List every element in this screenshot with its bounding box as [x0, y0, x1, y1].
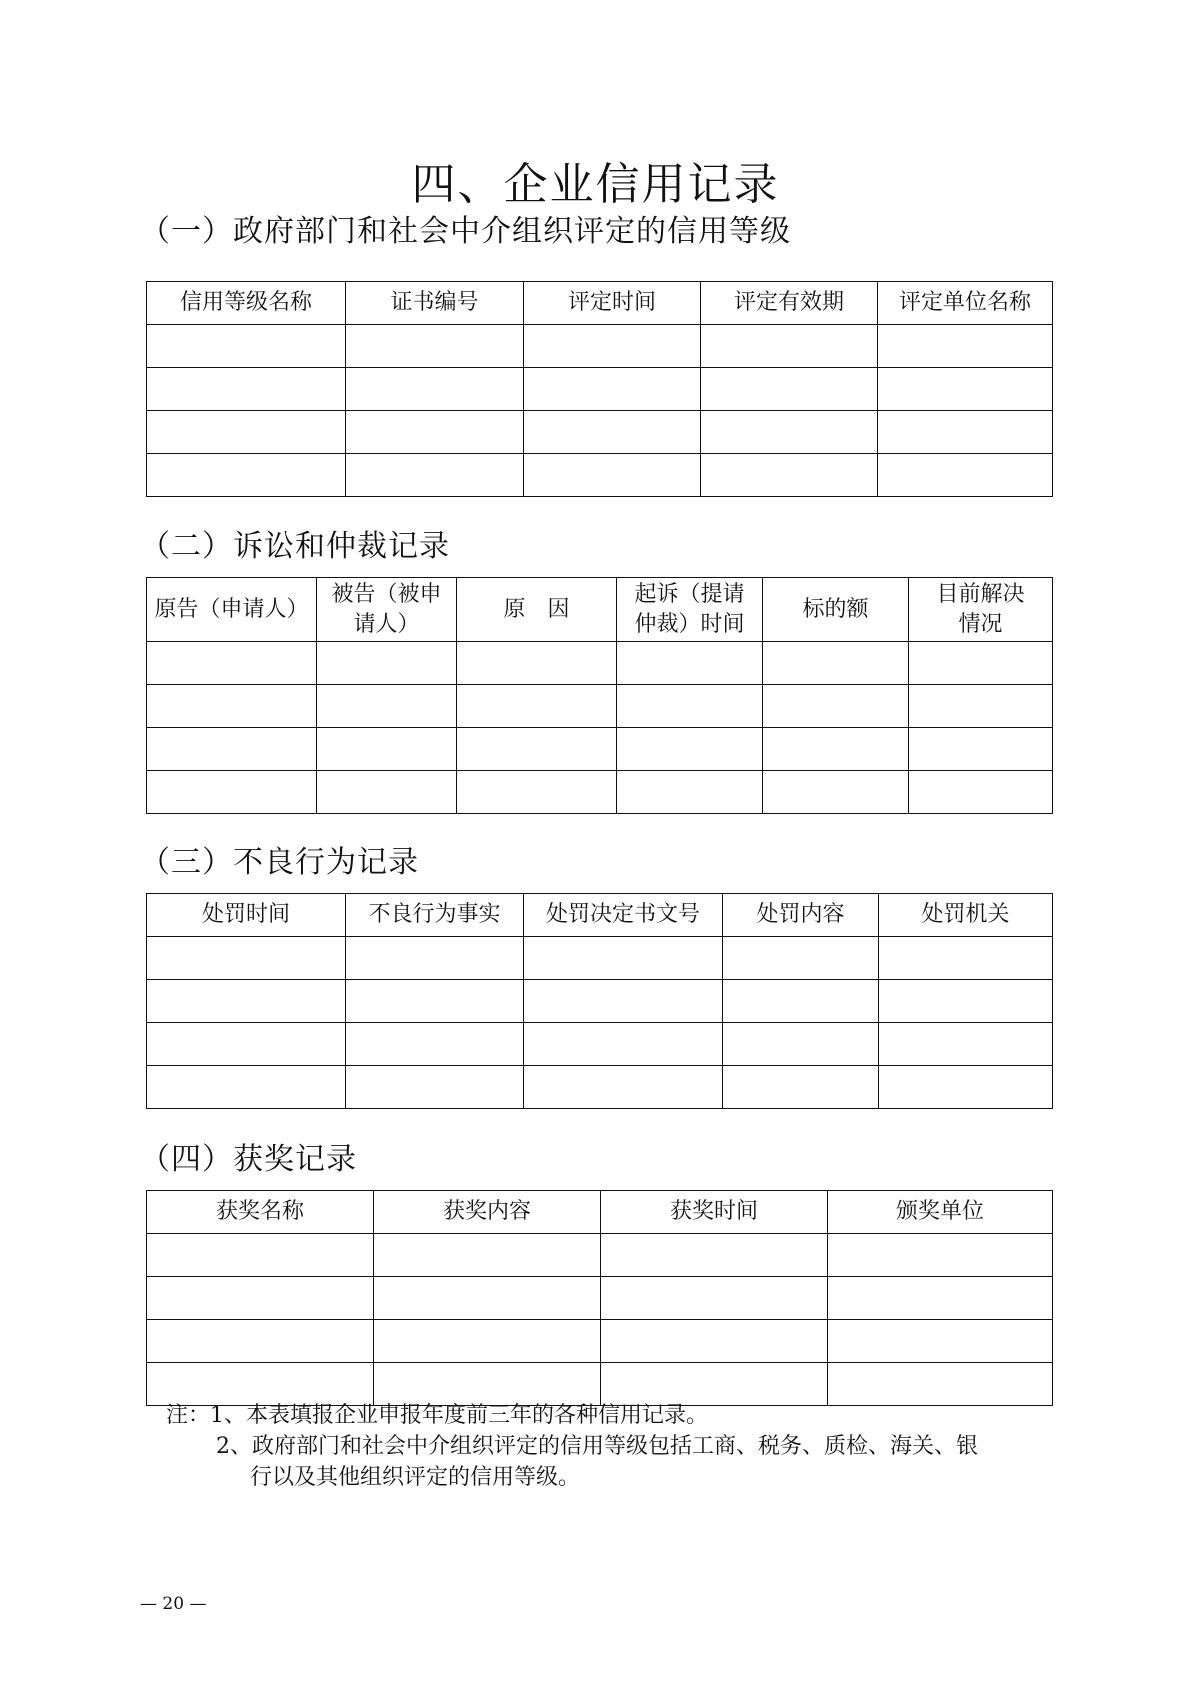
- table-cell[interactable]: [147, 1066, 346, 1109]
- table-cell[interactable]: [617, 771, 763, 814]
- misconduct-table: [146, 893, 1053, 1109]
- awards-table: [146, 1190, 1053, 1406]
- table-cell[interactable]: [524, 1023, 723, 1066]
- table-row: [147, 1277, 1053, 1320]
- table-cell[interactable]: [879, 980, 1053, 1023]
- column-header: 评定单位名称: [878, 282, 1053, 325]
- column-header: 处罚决定书文号: [524, 894, 723, 937]
- table-row: [147, 685, 1053, 728]
- table-header-row: [147, 894, 1053, 937]
- table-cell[interactable]: [457, 728, 617, 771]
- column-header: 证书编号: [346, 282, 524, 325]
- table-row: [147, 368, 1053, 411]
- page-number: — 20 —: [140, 1594, 207, 1614]
- table-cell[interactable]: [317, 771, 457, 814]
- table-row: [147, 642, 1053, 685]
- column-header: 获奖时间: [601, 1191, 828, 1234]
- table-cell[interactable]: [317, 685, 457, 728]
- column-header: 目前解决 情况: [909, 578, 1053, 642]
- table-cell[interactable]: [147, 325, 346, 368]
- table-cell[interactable]: [147, 411, 346, 454]
- page-title: 四、企业信用记录: [411, 159, 780, 210]
- column-header: 被告（被申 请人）: [317, 578, 457, 642]
- table-row: [147, 325, 1053, 368]
- column-header: 信用等级名称: [147, 282, 346, 325]
- table-cell[interactable]: [723, 980, 879, 1023]
- table-cell[interactable]: [601, 1234, 828, 1277]
- table-cell[interactable]: [346, 454, 524, 497]
- table-cell[interactable]: [763, 685, 909, 728]
- column-header: 起诉（提请 仲裁）时间: [617, 578, 763, 642]
- column-header: 处罚时间: [147, 894, 346, 937]
- section2-heading: （二）诉讼和仲裁记录: [140, 529, 450, 564]
- table-cell[interactable]: [878, 325, 1053, 368]
- column-header: 处罚内容: [723, 894, 879, 937]
- table-cell[interactable]: [457, 642, 617, 685]
- section3-heading: （三）不良行为记录: [140, 845, 419, 880]
- table-cell[interactable]: [346, 980, 524, 1023]
- table-cell[interactable]: [147, 980, 346, 1023]
- table-row: [147, 1234, 1053, 1277]
- table-cell[interactable]: [701, 325, 878, 368]
- column-header: 原 因: [457, 578, 617, 642]
- table-cell[interactable]: [909, 771, 1053, 814]
- table-cell[interactable]: [601, 1277, 828, 1320]
- table-cell[interactable]: [346, 1066, 524, 1109]
- table-cell[interactable]: [909, 642, 1053, 685]
- table-cell[interactable]: [909, 685, 1053, 728]
- table-cell[interactable]: [147, 1320, 374, 1363]
- table-cell[interactable]: [723, 1066, 879, 1109]
- note-2-continuation: 行以及其他组织评定的信用等级。: [250, 1465, 581, 1490]
- table-row: [147, 1320, 1053, 1363]
- table-cell[interactable]: [346, 368, 524, 411]
- note-1: 注：1、本表填报企业申报年度前三年的各种信用记录。: [166, 1403, 708, 1428]
- litigation-table: [146, 577, 1053, 814]
- table-cell[interactable]: [147, 1277, 374, 1320]
- section1-heading: （一）政府部门和社会中介组织评定的信用等级: [140, 214, 791, 249]
- table-cell[interactable]: [524, 368, 701, 411]
- table-cell[interactable]: [374, 1277, 601, 1320]
- table-cell[interactable]: [878, 454, 1053, 497]
- column-header: 标的额: [763, 578, 909, 642]
- table-row: [147, 454, 1053, 497]
- table-cell[interactable]: [879, 1023, 1053, 1066]
- table-header-row: [147, 1191, 1053, 1234]
- table-cell[interactable]: [346, 1023, 524, 1066]
- column-header: 处罚机关: [879, 894, 1053, 937]
- column-header: 评定时间: [524, 282, 701, 325]
- table-cell[interactable]: [374, 1234, 601, 1277]
- table-cell[interactable]: [346, 937, 524, 980]
- table-cell[interactable]: [147, 368, 346, 411]
- table-header-row: [147, 578, 1053, 642]
- table-cell[interactable]: [723, 937, 879, 980]
- table-cell[interactable]: [524, 325, 701, 368]
- table-cell[interactable]: [524, 411, 701, 454]
- table-cell[interactable]: [701, 368, 878, 411]
- table-cell[interactable]: [346, 411, 524, 454]
- table-cell[interactable]: [457, 685, 617, 728]
- table-cell[interactable]: [147, 685, 317, 728]
- table-cell[interactable]: [147, 454, 346, 497]
- table-cell[interactable]: [701, 411, 878, 454]
- table-cell[interactable]: [147, 937, 346, 980]
- column-header: 颁奖单位: [828, 1191, 1053, 1234]
- column-header: 评定有效期: [701, 282, 878, 325]
- table-cell[interactable]: [317, 728, 457, 771]
- table-cell[interactable]: [346, 325, 524, 368]
- table-cell[interactable]: [879, 1066, 1053, 1109]
- footnotes: [166, 1400, 1066, 1493]
- table-cell[interactable]: [524, 1066, 723, 1109]
- table-cell[interactable]: [909, 728, 1053, 771]
- table-cell[interactable]: [723, 1023, 879, 1066]
- table-cell[interactable]: [763, 771, 909, 814]
- table-cell[interactable]: [617, 728, 763, 771]
- table-cell[interactable]: [457, 771, 617, 814]
- table-cell[interactable]: [524, 454, 701, 497]
- table-cell[interactable]: [617, 642, 763, 685]
- table-cell[interactable]: [828, 1277, 1053, 1320]
- table-row: [147, 937, 1053, 980]
- table-cell[interactable]: [617, 685, 763, 728]
- table-cell[interactable]: [601, 1320, 828, 1363]
- table-row: [147, 1066, 1053, 1109]
- table-cell[interactable]: [147, 728, 317, 771]
- table-cell[interactable]: [878, 411, 1053, 454]
- table-cell[interactable]: [147, 771, 317, 814]
- note-2: 2、政府部门和社会中介组织评定的信用等级包括工商、税务、质检、海关、银: [216, 1434, 978, 1459]
- column-header: 获奖内容: [374, 1191, 601, 1234]
- section4-heading: （四）获奖记录: [140, 1142, 357, 1177]
- table-cell[interactable]: [147, 1023, 346, 1066]
- table-row: [147, 771, 1053, 814]
- table-cell[interactable]: [763, 642, 909, 685]
- table-cell[interactable]: [828, 1234, 1053, 1277]
- table-cell[interactable]: [879, 937, 1053, 980]
- table-row: [147, 980, 1053, 1023]
- table-cell[interactable]: [878, 368, 1053, 411]
- table-cell[interactable]: [701, 454, 878, 497]
- table-header-row: [147, 282, 1053, 325]
- table-cell[interactable]: [374, 1320, 601, 1363]
- table-cell[interactable]: [763, 728, 909, 771]
- column-header: 获奖名称: [147, 1191, 374, 1234]
- table-cell[interactable]: [317, 642, 457, 685]
- column-header: 原告（申请人）: [147, 578, 317, 642]
- table-cell[interactable]: [828, 1320, 1053, 1363]
- column-header: 不良行为事实: [346, 894, 524, 937]
- table-cell[interactable]: [147, 642, 317, 685]
- table-cell[interactable]: [147, 1234, 374, 1277]
- credit-rating-table: [146, 281, 1053, 497]
- table-row: [147, 1023, 1053, 1066]
- table-row: [147, 728, 1053, 771]
- table-cell[interactable]: [524, 937, 723, 980]
- table-cell[interactable]: [524, 980, 723, 1023]
- table-row: [147, 411, 1053, 454]
